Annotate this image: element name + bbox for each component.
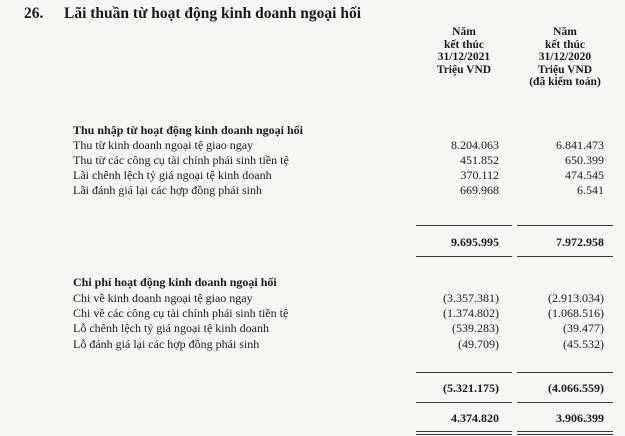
row-label: Chi về các công cụ tài chính phái sinh tiền tệ	[73, 306, 289, 320]
table-row	[0, 168, 625, 183]
value-2020: 474.545	[565, 168, 604, 182]
column-header-line: 31/12/2021	[437, 51, 491, 64]
row-label: Lỗ đánh giá lại các hợp đồng phái sinh	[73, 337, 260, 351]
expense-total-2020: (4.066.559)	[548, 381, 604, 395]
value-2020: (2.913.034)	[548, 291, 604, 305]
row-label: Lãi chênh lệch tỷ giá ngoại tệ kinh doanh	[73, 168, 272, 182]
expense-section-heading: Chi phí hoạt động kinh doanh ngoại hối	[73, 275, 277, 289]
value-2021: (539.283)	[452, 321, 499, 335]
note-title	[24, 5, 361, 23]
value-2020: 650.399	[565, 153, 604, 167]
table-row	[0, 291, 625, 306]
income-total-2020: 7.972.958	[556, 235, 604, 249]
income-total-2021: 9.695.995	[451, 235, 499, 249]
double-rule-bottom	[517, 434, 613, 435]
row-label: Chi về kinh doanh ngoại tệ giao ngay	[73, 291, 253, 305]
value-2020: (39.477)	[563, 321, 604, 335]
double-rule-bottom	[416, 434, 512, 435]
column-header-line: (đã kiểm toán)	[529, 76, 601, 89]
column-header-line: Triệu VND	[537, 63, 593, 76]
column-header-line: Triệu VND	[436, 63, 492, 76]
value-2021: 451.852	[460, 153, 499, 167]
subtotal-rule	[517, 256, 613, 257]
table-row	[0, 153, 625, 168]
table-row	[0, 306, 625, 321]
column-header-line: kết thúc	[545, 38, 585, 51]
net-total-2020: 3.906.399	[556, 411, 604, 425]
double-rule-top	[517, 431, 613, 432]
row-label: Lỗ chênh lệch tỷ giá ngoại tệ kinh doanh	[73, 321, 269, 335]
value-2020: (1.068.516)	[548, 306, 604, 320]
column-header-line: Năm	[452, 26, 476, 38]
row-label: Lãi đánh giá lại các hợp đồng phái sinh	[73, 183, 262, 197]
subtotal-rule	[416, 225, 512, 226]
value-2021: (3.357.381)	[443, 291, 499, 305]
net-total-2021: 4.374.820	[451, 411, 499, 425]
value-2020: 6.541	[577, 183, 604, 197]
expense-total-row	[0, 381, 625, 396]
expense-total-2021: (5.321.175)	[443, 381, 499, 395]
table-row	[0, 321, 625, 336]
value-2021: 669.968	[460, 183, 499, 197]
table-row	[0, 138, 625, 153]
value-2021: (1.374.802)	[443, 306, 499, 320]
note-number: 26.	[24, 5, 44, 22]
double-rule-top	[416, 431, 512, 432]
net-total-row	[0, 411, 625, 426]
value-2020: 6.841.473	[556, 138, 604, 152]
subtotal-rule	[517, 225, 613, 226]
column-header-2021	[416, 26, 512, 76]
value-2021: 370.112	[460, 168, 499, 182]
subtotal-rule	[517, 372, 613, 373]
subtotal-rule	[416, 256, 512, 257]
table-row	[0, 337, 625, 352]
subtotal-rule	[416, 402, 512, 403]
subtotal-rule	[416, 372, 512, 373]
column-header-line: Năm	[553, 26, 577, 38]
income-total-row	[0, 235, 625, 250]
column-header-line: kết thúc	[444, 38, 484, 51]
subtotal-rule	[517, 402, 613, 403]
table-row	[0, 183, 625, 198]
row-label: Thu từ các công cụ tài chính phái sinh tiền tệ	[73, 153, 289, 167]
column-header-line: 31/12/2020	[538, 51, 592, 64]
note-title-text: Lãi thuần từ hoạt động kinh doanh ngoại hối	[64, 5, 362, 22]
column-header-2020	[517, 26, 613, 89]
value-2021: (49.709)	[458, 337, 499, 351]
value-2021: 8.204.063	[451, 138, 499, 152]
income-section-heading: Thu nhập từ hoạt động kinh doanh ngoại hối	[73, 123, 303, 137]
value-2020: (45.532)	[563, 337, 604, 351]
row-label: Thu từ kinh doanh ngoại tệ giao ngay	[73, 138, 254, 152]
